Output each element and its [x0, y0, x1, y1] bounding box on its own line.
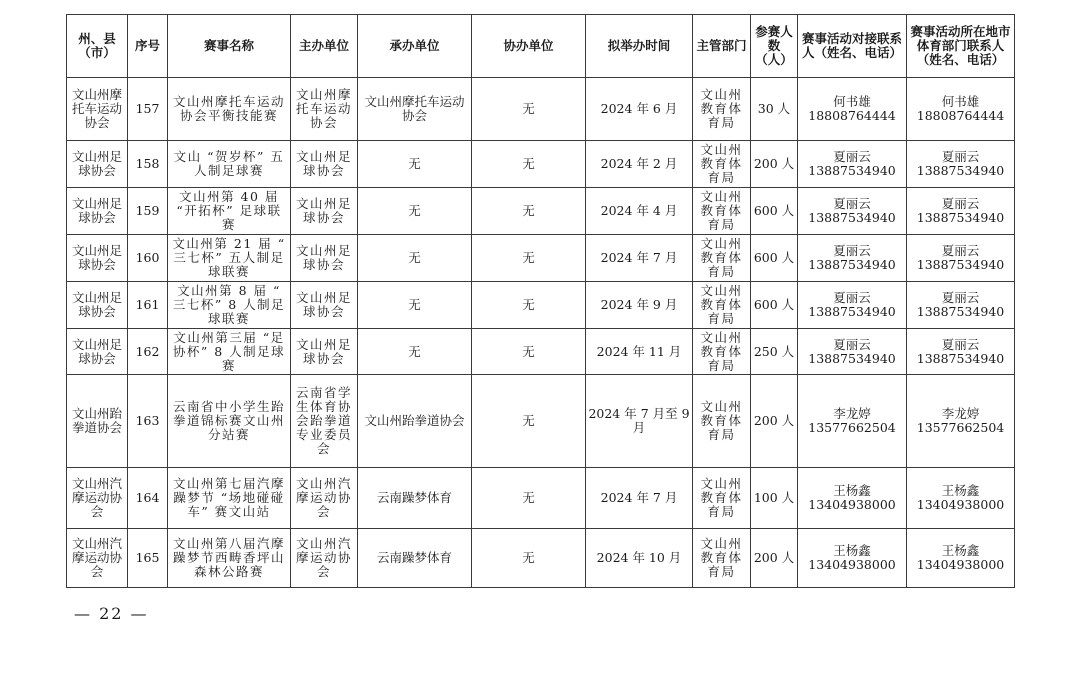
cell-event-name: 文山州第三届 “足协杯” 8 人制足球赛 [168, 329, 291, 375]
cell-participants: 600 人 [751, 282, 798, 329]
cell-date: 2024 年 6 月 [586, 78, 693, 141]
cell-authority: 文山州教育体育局 [693, 235, 751, 282]
cell-date: 2024 年 7 月至 9 月 [586, 375, 693, 468]
cell-city-contact: 李龙婷 13577662504 [907, 375, 1015, 468]
cell-date: 2024 年 10 月 [586, 529, 693, 588]
cell-event-name: 文山州第七届汽摩躁梦节 “场地碰碰车” 赛文山站 [168, 468, 291, 529]
table-row [67, 282, 1015, 329]
cell-event-contact: 夏丽云 13887534940 [798, 235, 907, 282]
cell-organizer: 无 [358, 188, 472, 235]
cell-date: 2024 年 11 月 [586, 329, 693, 375]
cell-co-organizer: 无 [472, 329, 586, 375]
cell-host: 云南省学生体育协会跆拳道专业委员会 [291, 375, 358, 468]
cell-host: 文山州足球协会 [291, 141, 358, 188]
cell-co-organizer: 无 [472, 282, 586, 329]
cell-organizer: 无 [358, 282, 472, 329]
events-table [66, 14, 1015, 588]
cell-participants: 200 人 [751, 375, 798, 468]
col-header-serial: 序号 [128, 15, 168, 78]
cell-participants: 200 人 [751, 529, 798, 588]
cell-serial: 159 [128, 188, 168, 235]
cell-city-contact: 夏丽云 13887534940 [907, 282, 1015, 329]
col-header-organizer: 承办单位 [358, 15, 472, 78]
cell-participants: 30 人 [751, 78, 798, 141]
cell-organizer: 云南躁梦体育 [358, 529, 472, 588]
header-row [67, 15, 1015, 78]
col-header-host: 主办单位 [291, 15, 358, 78]
cell-host: 文山州足球协会 [291, 282, 358, 329]
cell-county: 文山州摩托车运动协会 [67, 78, 128, 141]
cell-authority: 文山州教育体育局 [693, 141, 751, 188]
cell-participants: 100 人 [751, 468, 798, 529]
cell-organizer: 文山州摩托车运动协会 [358, 78, 472, 141]
cell-city-contact: 夏丽云 13887534940 [907, 329, 1015, 375]
cell-city-contact: 王杨鑫 13404938000 [907, 529, 1015, 588]
col-header-event-name: 赛事名称 [168, 15, 291, 78]
cell-county: 文山州足球协会 [67, 282, 128, 329]
cell-host: 文山州摩托车运动协会 [291, 78, 358, 141]
cell-serial: 163 [128, 375, 168, 468]
cell-event-name: 云南省中小学生跆拳道锦标赛文山州分站赛 [168, 375, 291, 468]
table-row [67, 188, 1015, 235]
cell-serial: 157 [128, 78, 168, 141]
cell-event-contact: 王杨鑫 13404938000 [798, 468, 907, 529]
cell-serial: 162 [128, 329, 168, 375]
cell-authority: 文山州教育体育局 [693, 78, 751, 141]
cell-date: 2024 年 7 月 [586, 468, 693, 529]
cell-co-organizer: 无 [472, 188, 586, 235]
cell-serial: 161 [128, 282, 168, 329]
cell-organizer: 无 [358, 329, 472, 375]
cell-co-organizer: 无 [472, 235, 586, 282]
cell-authority: 文山州教育体育局 [693, 375, 751, 468]
col-header-co-organizer: 协办单位 [472, 15, 586, 78]
cell-organizer: 云南躁梦体育 [358, 468, 472, 529]
cell-date: 2024 年 4 月 [586, 188, 693, 235]
cell-co-organizer: 无 [472, 78, 586, 141]
table-row [67, 78, 1015, 141]
cell-county: 文山州足球协会 [67, 235, 128, 282]
cell-serial: 165 [128, 529, 168, 588]
cell-authority: 文山州教育体育局 [693, 188, 751, 235]
cell-event-name: 文山州第 8 届 “ 三七杯” 8 人制足球联赛 [168, 282, 291, 329]
cell-county: 文山州汽摩运动协会 [67, 468, 128, 529]
cell-host: 文山州足球协会 [291, 188, 358, 235]
cell-participants: 600 人 [751, 188, 798, 235]
cell-city-contact: 夏丽云 13887534940 [907, 188, 1015, 235]
cell-co-organizer: 无 [472, 468, 586, 529]
cell-city-contact: 夏丽云 13887534940 [907, 141, 1015, 188]
cell-county: 文山州跆拳道协会 [67, 375, 128, 468]
cell-event-name: 文山 “贺岁杯” 五人制足球赛 [168, 141, 291, 188]
col-header-city-contact: 赛事活动所在地市体育部门联系人（姓名、电话） [907, 15, 1015, 78]
col-header-event-contact: 赛事活动对接联系人（姓名、电话） [798, 15, 907, 78]
cell-organizer: 无 [358, 141, 472, 188]
cell-event-name: 文山州第 21 届 “ 三七杯” 五人制足球联赛 [168, 235, 291, 282]
cell-serial: 164 [128, 468, 168, 529]
cell-authority: 文山州教育体育局 [693, 329, 751, 375]
cell-date: 2024 年 9 月 [586, 282, 693, 329]
cell-event-contact: 夏丽云 13887534940 [798, 282, 907, 329]
cell-organizer: 文山州跆拳道协会 [358, 375, 472, 468]
cell-organizer: 无 [358, 235, 472, 282]
cell-host: 文山州足球协会 [291, 329, 358, 375]
cell-host: 文山州足球协会 [291, 235, 358, 282]
page-number: — 22 — [74, 604, 149, 623]
cell-serial: 158 [128, 141, 168, 188]
col-header-authority: 主管部门 [693, 15, 751, 78]
cell-host: 文山州汽摩运动协会 [291, 468, 358, 529]
cell-authority: 文山州教育体育局 [693, 282, 751, 329]
cell-serial: 160 [128, 235, 168, 282]
cell-co-organizer: 无 [472, 529, 586, 588]
cell-event-name: 文山州第八届汽摩躁梦节西畴香坪山森林公路赛 [168, 529, 291, 588]
table-row [67, 141, 1015, 188]
cell-county: 文山州足球协会 [67, 188, 128, 235]
cell-co-organizer: 无 [472, 141, 586, 188]
cell-event-name: 文山州摩托车运动协会平衡技能赛 [168, 78, 291, 141]
table-row [67, 235, 1015, 282]
cell-host: 文山州汽摩运动协会 [291, 529, 358, 588]
cell-participants: 600 人 [751, 235, 798, 282]
cell-event-contact: 何书雄 18808764444 [798, 78, 907, 141]
cell-date: 2024 年 2 月 [586, 141, 693, 188]
cell-county: 文山州足球协会 [67, 141, 128, 188]
cell-city-contact: 何书雄 18808764444 [907, 78, 1015, 141]
cell-county: 文山州足球协会 [67, 329, 128, 375]
cell-event-name: 文山州第 40 届 “开拓杯” 足球联赛 [168, 188, 291, 235]
cell-participants: 250 人 [751, 329, 798, 375]
cell-date: 2024 年 7 月 [586, 235, 693, 282]
cell-event-contact: 王杨鑫 13404938000 [798, 529, 907, 588]
col-header-date: 拟举办时间 [586, 15, 693, 78]
cell-city-contact: 夏丽云 13887534940 [907, 235, 1015, 282]
col-header-participants: 参赛人数（人） [751, 15, 798, 78]
cell-event-contact: 夏丽云 13887534940 [798, 329, 907, 375]
cell-co-organizer: 无 [472, 375, 586, 468]
table-row [67, 468, 1015, 529]
col-header-county: 州、县（市） [67, 15, 128, 78]
cell-participants: 200 人 [751, 141, 798, 188]
table-row [67, 529, 1015, 588]
table-row [67, 329, 1015, 375]
cell-event-contact: 夏丽云 13887534940 [798, 141, 907, 188]
cell-event-contact: 李龙婷 13577662504 [798, 375, 907, 468]
cell-city-contact: 王杨鑫 13404938000 [907, 468, 1015, 529]
cell-authority: 文山州教育体育局 [693, 468, 751, 529]
cell-event-contact: 夏丽云 13887534940 [798, 188, 907, 235]
cell-authority: 文山州教育体育局 [693, 529, 751, 588]
table-row [67, 375, 1015, 468]
cell-county: 文山州汽摩运动协会 [67, 529, 128, 588]
